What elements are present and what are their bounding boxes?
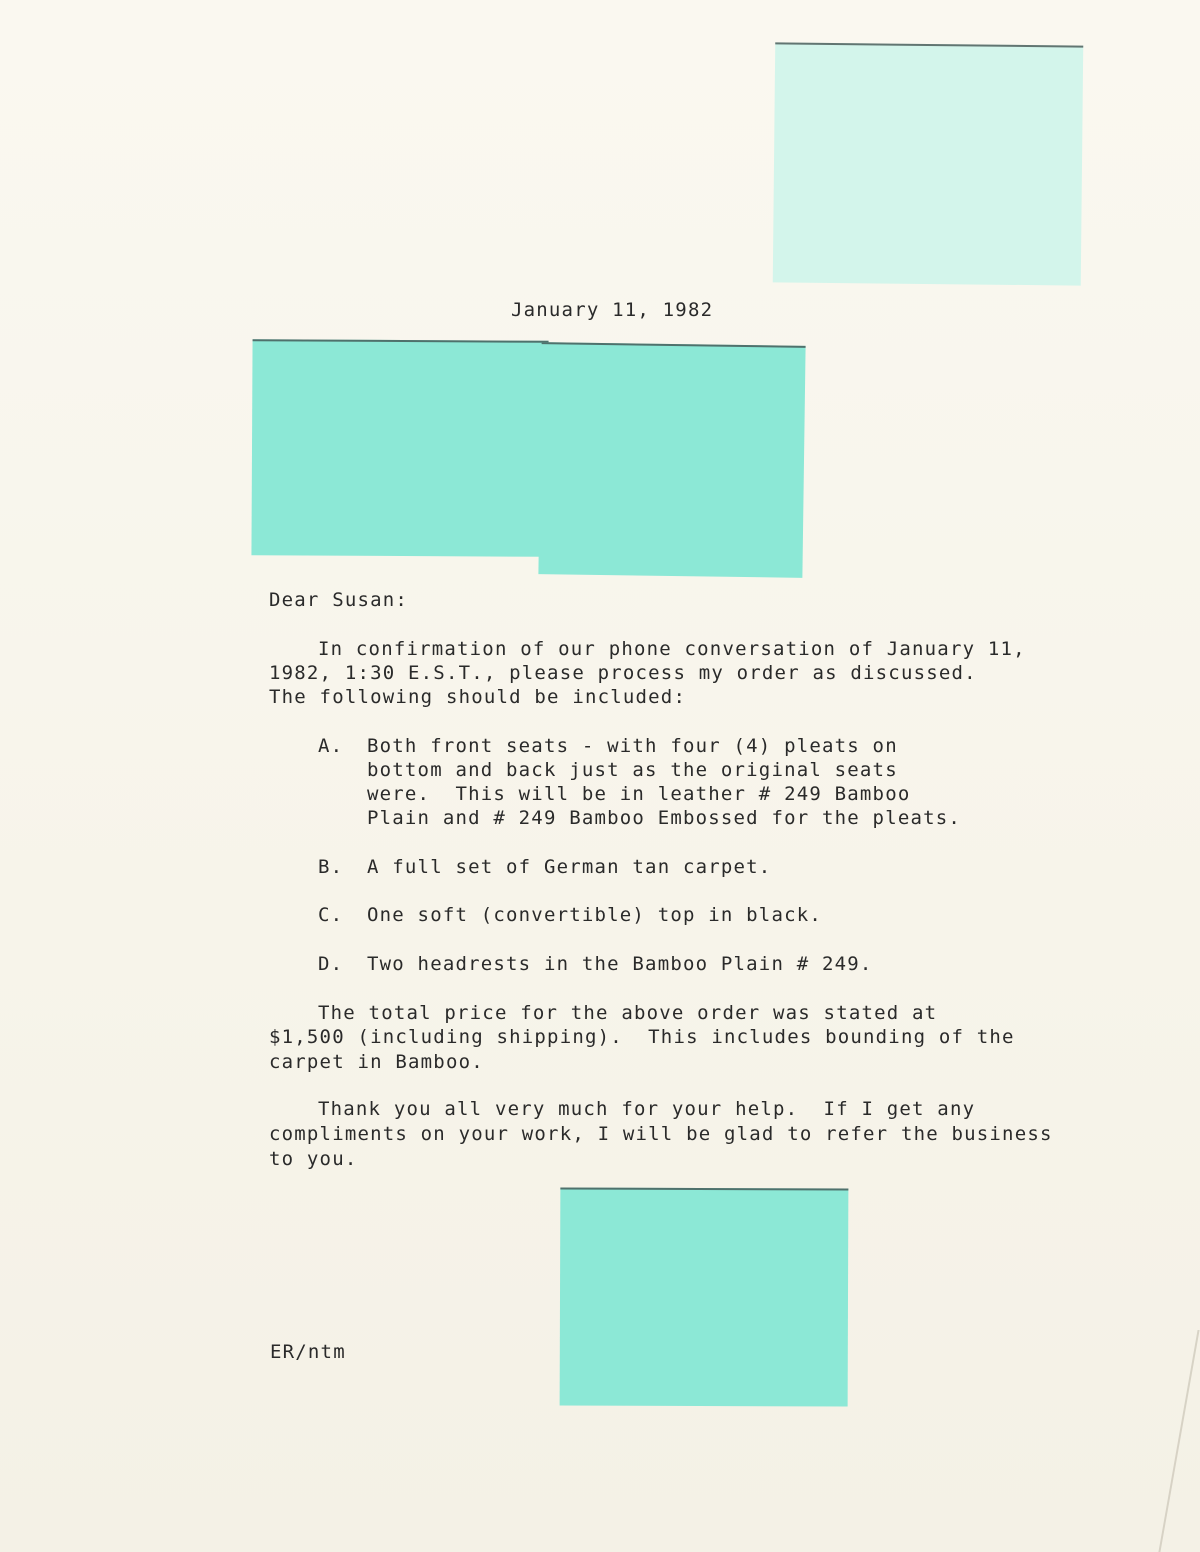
item-marker: C. [318, 904, 344, 926]
item-line: Two headrests in the Bamboo Plain # 249. [367, 953, 873, 975]
intro-line: In confirmation of our phone conversation of January 11, [318, 638, 1026, 660]
salutation: Dear Susan: [269, 589, 409, 611]
letter-date: January 11, 1982 [511, 299, 714, 321]
item-line: Plain and # 249 Bamboo Embossed for the pleats. [367, 807, 962, 829]
page-crease [1158, 1330, 1200, 1552]
redaction-note-address-left [251, 339, 548, 557]
closing-line: compliments on your work, I will be glad to refer the business [269, 1123, 1053, 1145]
typist-initials: ER/ntm [270, 1341, 346, 1363]
item-line: A full set of German tan carpet. [367, 856, 772, 878]
item-marker: A. [318, 735, 344, 757]
intro-line: The following should be included: [269, 686, 687, 708]
price-line: The total price for the above order was stated at [318, 1002, 938, 1024]
item-marker: D. [318, 953, 344, 975]
price-line: carpet in Bamboo. [269, 1051, 484, 1073]
closing-line: to you. [269, 1148, 358, 1170]
redaction-note-address-right [538, 342, 805, 578]
price-line: $1,500 (including shipping). This includes bounding of the [269, 1026, 1015, 1048]
item-line: bottom and back just as the original seats [367, 759, 898, 781]
redaction-note-letterhead [773, 42, 1083, 285]
closing-line: Thank you all very much for your help. If I get any [318, 1098, 976, 1120]
item-marker: B. [318, 856, 344, 878]
item-line: One soft (convertible) top in black. [367, 904, 823, 926]
intro-line: 1982, 1:30 E.S.T., please process my order as discussed. [269, 662, 977, 684]
item-line: were. This will be in leather # 249 Bamboo [367, 783, 911, 805]
redaction-note-signature [560, 1187, 849, 1406]
item-line: Both front seats - with four (4) pleats on [367, 735, 898, 757]
